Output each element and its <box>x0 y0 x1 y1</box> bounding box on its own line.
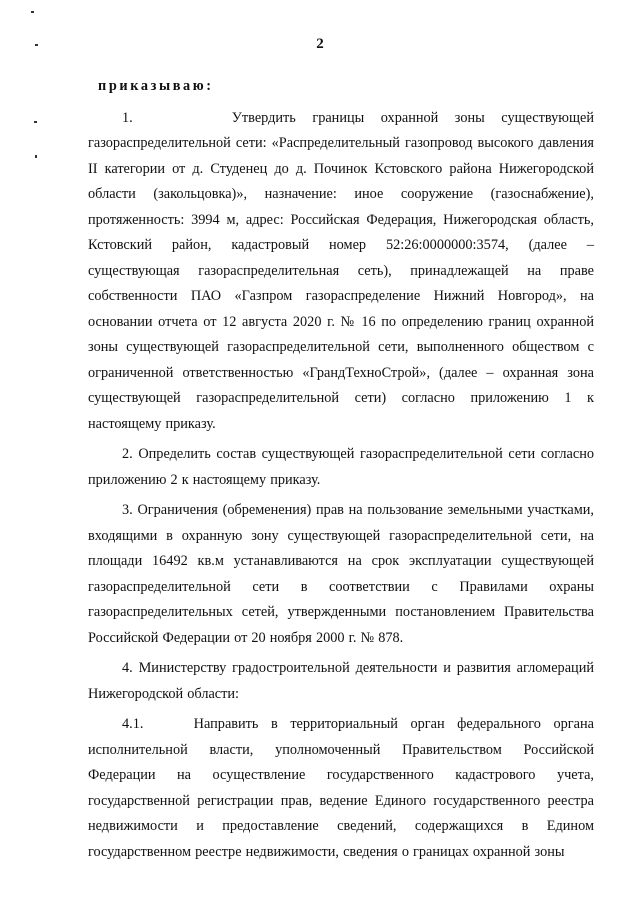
scan-artifact <box>34 121 37 123</box>
page-number: 2 <box>316 36 324 52</box>
scan-artifact <box>31 11 34 13</box>
paragraph-4: 4. Министерству градостроительной деятельности и развития агломераций Нижегородской области: <box>88 660 594 702</box>
document-body <box>88 74 594 865</box>
scan-artifact <box>35 155 37 158</box>
paragraph-2: 2. Определить состав существующей газораспределительной сети согласно приложению 2 к настоящему приказу. <box>88 446 594 488</box>
order-heading: приказываю: <box>98 78 214 94</box>
paragraph-4-1: 4.1. Направить в территориальный орган федерального органа исполнительной власти, уполномоченный Правительством Российской Федерации на осуществление государственного кадастрового учета, государственной регистрации прав, ведение Единого государственного реестра недвижимости и предоставление сведений, содержащихся в Едином государственном реестре недвижимости, сведения о границах охранной зоны <box>88 716 594 860</box>
paragraph-3: 3. Ограничения (обременения) прав на пользование земельными участками, входящими в охранную зону существующей газораспределительной сети, на площади 16492 кв.м устанавливаются на срок эксплуатации существующей газораспределительной сети в соответствии с Правилами охраны газораспределительных сетей, утвержденными постановлением Правительства Российской Федерации от 20 ноября 2000 г. № 878. <box>88 502 594 646</box>
paragraph-1: 1. Утвердить границы охранной зоны существующей газораспределительной сети: «Распределительный газопровод высокого давления II категории от д. Студенец до д. Починок Кстовского района Нижегородской области (закольцовка)», назначение: иное сооружение (газоснабжение), протяженность: 3994 м, адрес: Российская Федерация, Нижегородская область, Кстовский район, кадастровый номер 52:26:0000000:3574, (далее – существующая газораспределительная сеть), принадлежащей на праве собственности ПАО «Газпром газораспределение Нижний Новгород», на основании отчета от 12 августа 2020 г. № 16 по определению границ охранной зоны существующей газораспределительной сети, выполненного обществом с ограниченной ответственностью «ГрандТехноСтрой», (далее – охранная зона существующей газораспределительной сети) согласно приложению 1 к настоящему приказу. <box>88 109 594 432</box>
